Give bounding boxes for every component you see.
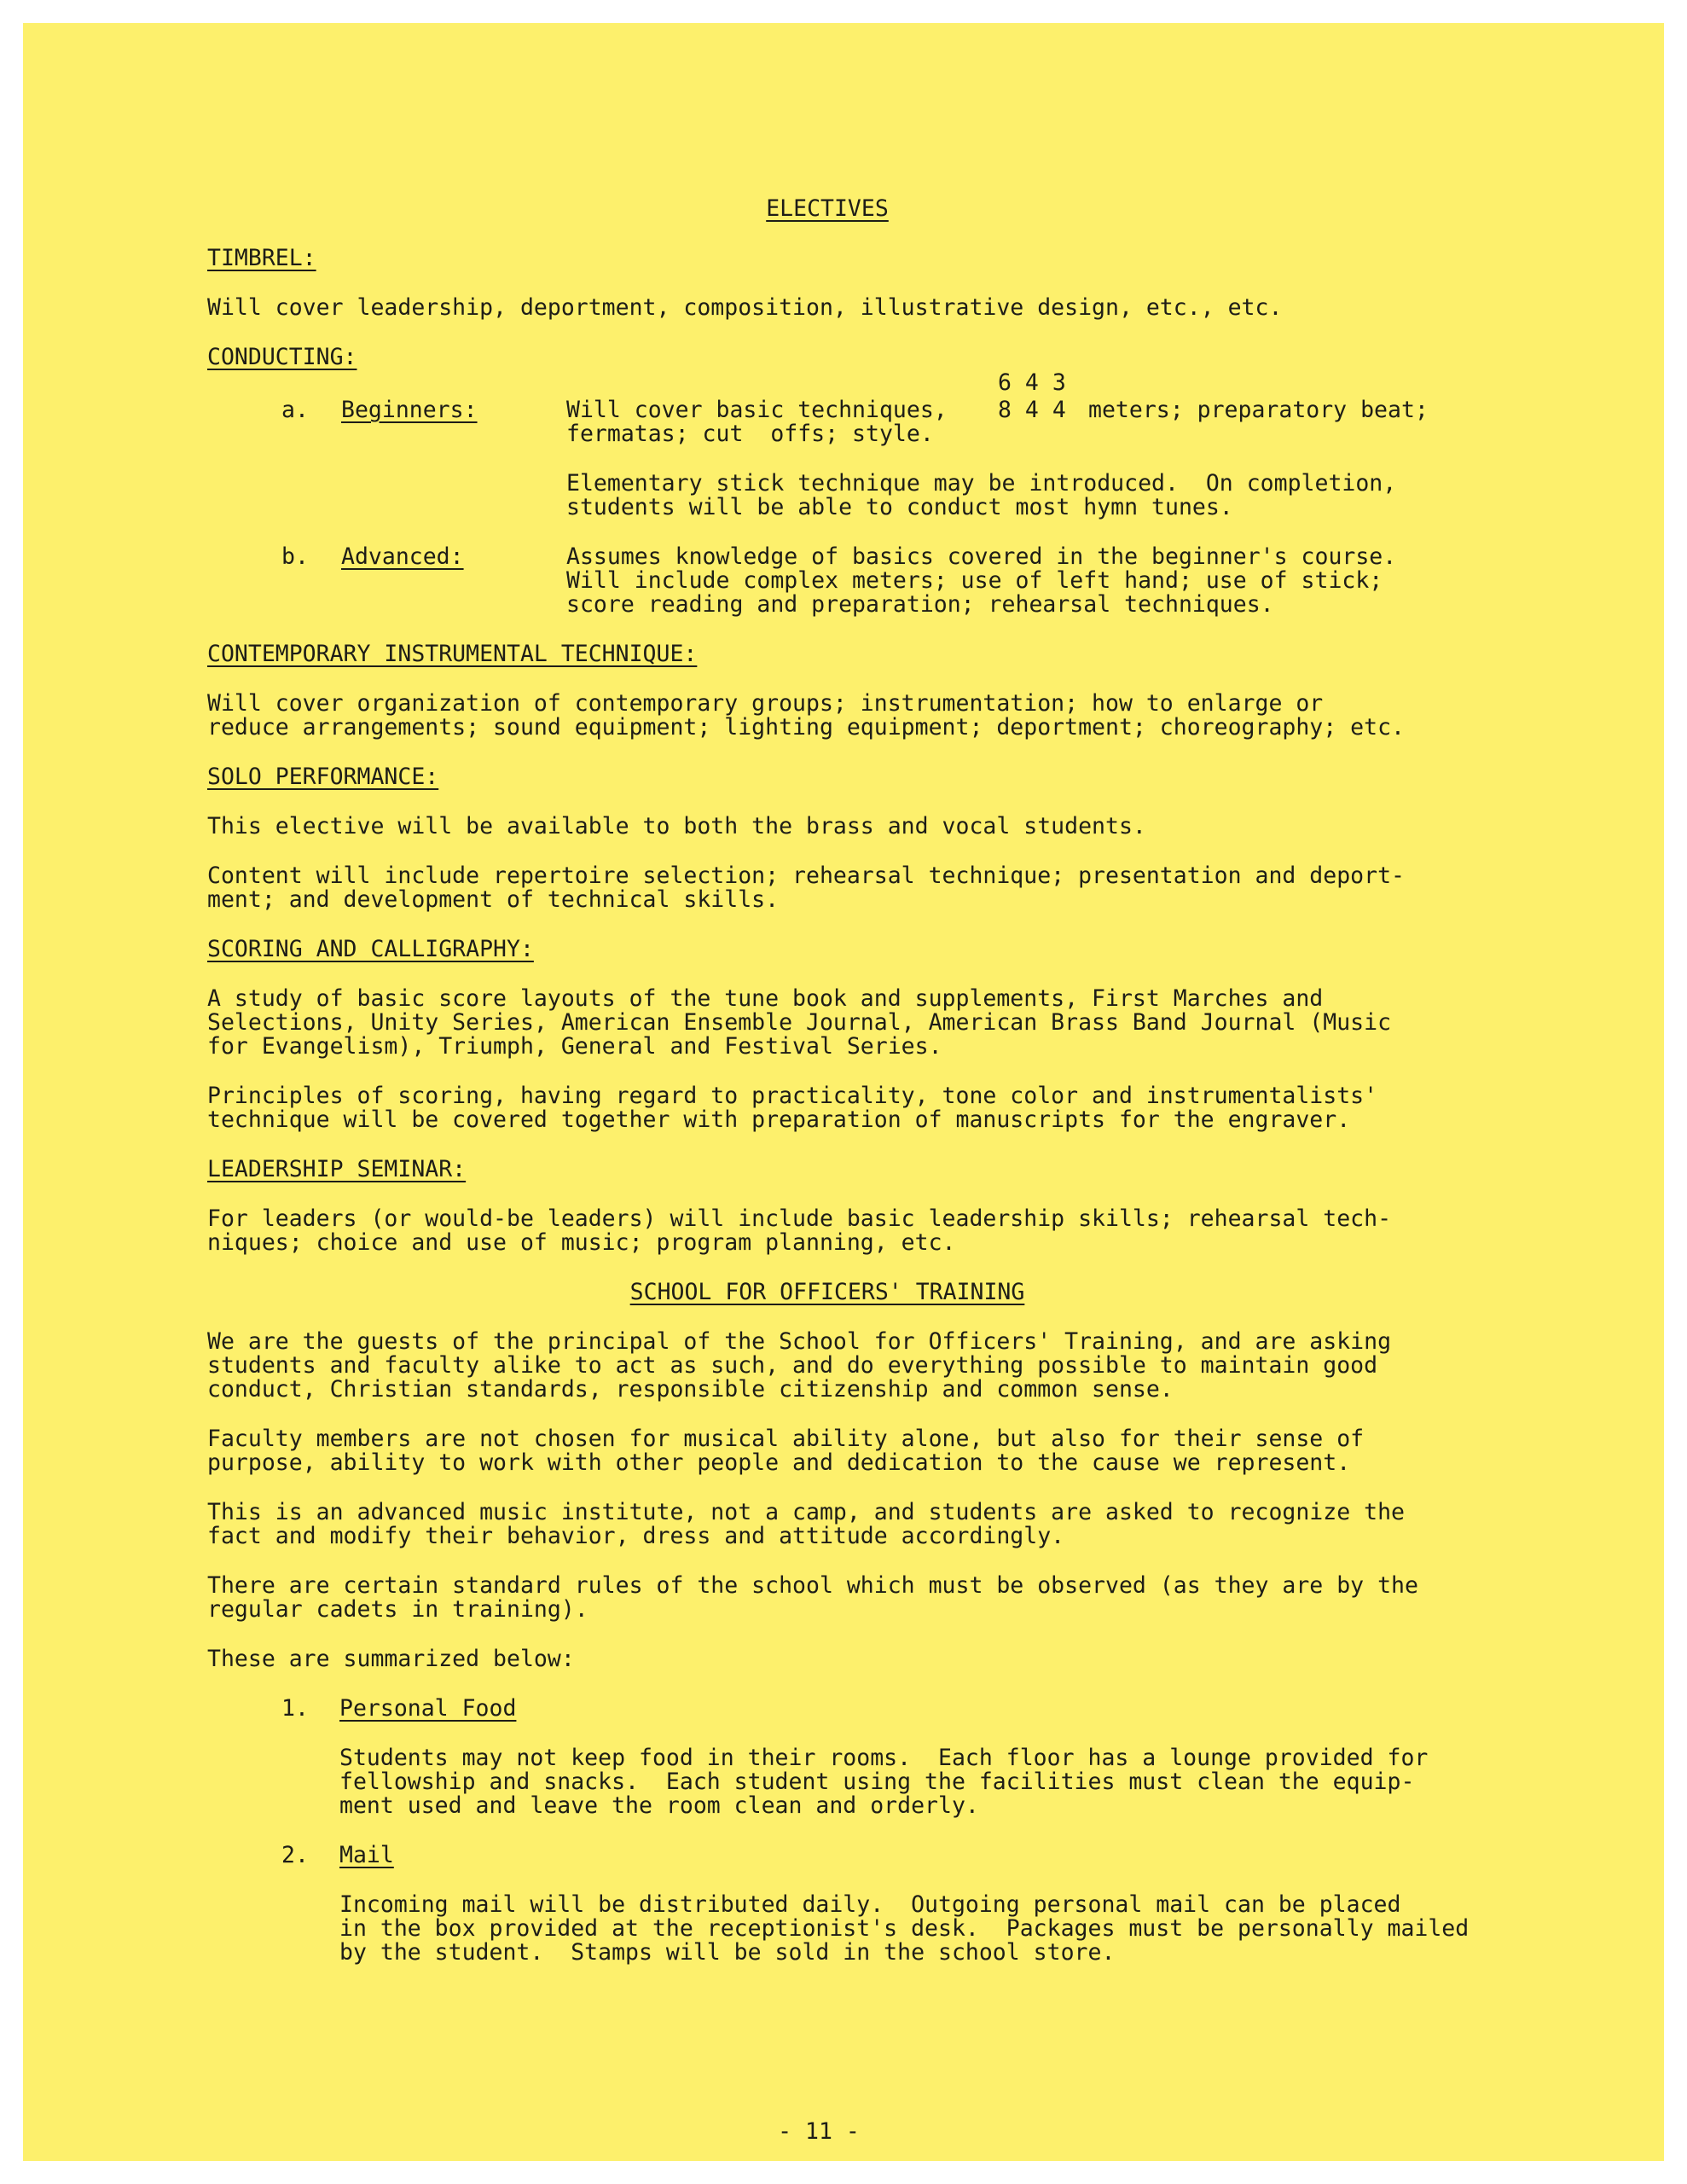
contemporary-line2: reduce arrangements; sound equipment; lighting equipment; deportment; choreography; etc.	[207, 714, 1405, 741]
rule-number: 2.	[281, 1842, 309, 1868]
solo-heading: SOLO PERFORMANCE:	[207, 764, 439, 790]
advanced-marker: b.	[281, 543, 309, 570]
meter-denominators: 8 4 4	[998, 397, 1066, 423]
solo-para1: This elective will be available to both the brass and vocal students.	[207, 813, 1146, 839]
rule-text-line: Incoming mail will be distributed daily. Outgoing personal mail can be placed	[339, 1891, 1401, 1918]
scoring-heading: SCORING AND CALLIGRAPHY:	[207, 936, 534, 962]
school-title: SCHOOL FOR OFFICERS' TRAINING	[629, 1279, 1025, 1305]
advanced-line2: Will include complex meters; use of left hand; use of stick;	[566, 567, 1383, 594]
beginners-line1-pre: Will cover basic techniques,	[566, 397, 948, 423]
school-para3-line1: This is an advanced music institute, not a camp, and students are asked to recognize the	[207, 1499, 1405, 1525]
school-para3-line2: fact and modify their behavior, dress and attitude accordingly.	[207, 1523, 1065, 1549]
scoring-para1-line3: for Evangelism), Triumph, General and Festival Series.	[207, 1033, 942, 1060]
school-para2-line2: purpose, ability to work with other people and dedication to the cause we represent.	[207, 1449, 1351, 1476]
rule-title: Mail	[339, 1842, 394, 1868]
page-title: ELECTIVES	[766, 195, 889, 222]
leadership-heading: LEADERSHIP SEMINAR:	[207, 1156, 467, 1182]
rule-text-line: Students may not keep food in their rooms. Each floor has a lounge provided for	[339, 1745, 1429, 1771]
page-number: - 11 -	[778, 2118, 860, 2145]
school-para1-line1: We are the guests of the principal of the School for Officers' Training, and are asking	[207, 1328, 1392, 1355]
school-para1-line3: conduct, Christian standards, responsible citizenship and common sense.	[207, 1376, 1174, 1403]
timbrel-text: Will cover leadership, deportment, composition, illustrative design, etc., etc.	[207, 294, 1283, 321]
conducting-heading: CONDUCTING:	[207, 344, 357, 370]
rule-text-line: by the student. Stamps will be sold in the school store.	[339, 1939, 1116, 1966]
rule-text-line: in the box provided at the receptionist's desk. Packages must be personally mailed	[339, 1915, 1470, 1942]
rule-text-line: fellowship and snacks. Each student using the facilities must clean the equip-	[339, 1769, 1415, 1795]
leadership-line1: For leaders (or would-be leaders) will include basic leadership skills; rehearsal tech-	[207, 1205, 1392, 1232]
beginners-line2: fermatas; cut offs; style.	[566, 421, 934, 447]
contemporary-line1: Will cover organization of contemporary groups; instrumentation; how to enlarge or	[207, 690, 1324, 717]
advanced-line1: Assumes knowledge of basics covered in the beginner's course.	[566, 543, 1397, 570]
beginners-marker: a.	[281, 397, 309, 423]
school-para1-line2: students and faculty alike to act as such, and do everything possible to maintain good	[207, 1352, 1378, 1379]
meter-numerators: 6 4 3	[998, 369, 1066, 396]
contemporary-heading: CONTEMPORARY INSTRUMENTAL TECHNIQUE:	[207, 641, 698, 667]
rule-title: Personal Food	[339, 1695, 517, 1722]
school-para2-line1: Faculty members are not chosen for musical ability alone, but also for their sense of	[207, 1426, 1365, 1452]
timbrel-heading: TIMBREL:	[207, 245, 316, 271]
advanced-line3: score reading and preparation; rehearsal techniques.	[566, 591, 1274, 618]
rule-text-line: ment used and leave the room clean and orderly.	[339, 1792, 979, 1819]
school-para5: These are summarized below:	[207, 1646, 575, 1672]
beginners-line1-post: meters; preparatory beat;	[1088, 397, 1429, 423]
school-para4-line1: There are certain standard rules of the school which must be observed (as they are by the	[207, 1572, 1418, 1599]
scoring-para2-line1: Principles of scoring, having regard to practicality, tone color and instrumentalists'	[207, 1083, 1378, 1109]
beginners-para2-line1: Elementary stick technique may be introduced. On completion,	[566, 470, 1397, 497]
scoring-para1-line2: Selections, Unity Series, American Ensemble Journal, American Brass Band Journal (Music	[207, 1009, 1392, 1036]
leadership-line2: niques; choice and use of music; program planning, etc.	[207, 1229, 956, 1256]
advanced-label: Advanced:	[341, 543, 464, 570]
solo-para2-line1: Content will include repertoire selection; rehearsal technique; presentation and deport-	[207, 863, 1405, 889]
scoring-para2-line2: technique will be covered together with preparation of manuscripts for the engraver.	[207, 1107, 1351, 1133]
school-para4-line2: regular cadets in training).	[207, 1596, 588, 1623]
scoring-para1-line1: A study of basic score layouts of the tune book and supplements, First Marches and	[207, 985, 1324, 1012]
beginners-label: Beginners:	[341, 397, 478, 423]
beginners-para2-line2: students will be able to conduct most hymn tunes.	[566, 494, 1233, 520]
solo-para2-line2: ment; and development of technical skills.	[207, 886, 780, 913]
rule-number: 1.	[281, 1695, 309, 1722]
